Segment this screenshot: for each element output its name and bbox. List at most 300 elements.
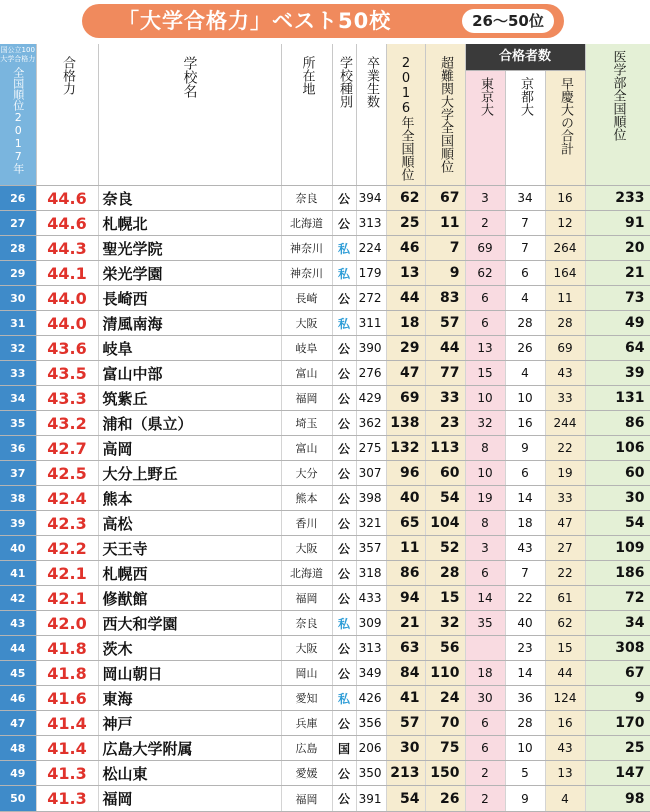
todai-cell: 30 — [465, 686, 505, 711]
kyodai-cell: 7 — [505, 211, 545, 236]
school-kind: 私 — [332, 686, 356, 711]
pass-power-cell: 42.5 — [36, 461, 98, 486]
school-kind: 公 — [332, 711, 356, 736]
elite-rank-cell: 26 — [425, 786, 465, 812]
medical-rank-cell: 147 — [585, 761, 650, 786]
todai-cell: 14 — [465, 586, 505, 611]
school-kind: 公 — [332, 461, 356, 486]
soukei-cell: 22 — [545, 436, 585, 461]
pass-power-cell: 42.0 — [36, 611, 98, 636]
elite-rank-cell: 15 — [425, 586, 465, 611]
school-kind: 公 — [332, 411, 356, 436]
location-cell: 大阪 — [281, 311, 332, 336]
school-name: 松山東 — [98, 761, 281, 786]
rank-cell: 42 — [0, 586, 36, 611]
graduates-cell: 275 — [356, 436, 386, 461]
school-name: 広島大学附属 — [98, 736, 281, 761]
soukei-cell: 124 — [545, 686, 585, 711]
medical-rank-cell: 308 — [585, 636, 650, 661]
soukei-cell: 69 — [545, 336, 585, 361]
todai-cell: 10 — [465, 461, 505, 486]
location-cell: 埼玉 — [281, 411, 332, 436]
kyodai-cell: 4 — [505, 361, 545, 386]
school-kind: 公 — [332, 661, 356, 686]
rank-cell: 30 — [0, 286, 36, 311]
pass-power-cell: 42.2 — [36, 536, 98, 561]
location-cell: 福岡 — [281, 386, 332, 411]
pass-power-cell: 43.3 — [36, 386, 98, 411]
location-cell: 大分 — [281, 461, 332, 486]
header-rank — [0, 44, 36, 186]
school-name: 長崎西 — [98, 286, 281, 311]
location-cell: 岐阜 — [281, 336, 332, 361]
school-kind: 公 — [332, 286, 356, 311]
todai-cell: 6 — [465, 286, 505, 311]
medical-rank-cell: 9 — [585, 686, 650, 711]
elite-rank-cell: 110 — [425, 661, 465, 686]
todai-cell: 8 — [465, 511, 505, 536]
rank-2016-cell: 41 — [386, 686, 425, 711]
medical-rank-cell: 106 — [585, 436, 650, 461]
medical-rank-cell: 186 — [585, 561, 650, 586]
school-kind: 公 — [332, 436, 356, 461]
medical-rank-cell: 233 — [585, 186, 650, 211]
medical-rank-cell: 30 — [585, 486, 650, 511]
rank-cell: 36 — [0, 436, 36, 461]
header-graduates: 卒業生数 — [356, 44, 386, 186]
school-name: 岐阜 — [98, 336, 281, 361]
school-name: 浦和（県立） — [98, 411, 281, 436]
location-cell: 大阪 — [281, 536, 332, 561]
pass-power-cell: 41.3 — [36, 786, 98, 812]
elite-rank-cell: 75 — [425, 736, 465, 761]
elite-rank-cell: 77 — [425, 361, 465, 386]
location-cell: 神奈川 — [281, 261, 332, 286]
graduates-cell: 321 — [356, 511, 386, 536]
table-row — [0, 536, 650, 561]
location-cell: 奈良 — [281, 186, 332, 211]
school-kind: 公 — [332, 761, 356, 786]
kyodai-cell: 28 — [505, 711, 545, 736]
elite-rank-cell: 7 — [425, 236, 465, 261]
table-row — [0, 611, 650, 636]
rank-2016-cell: 62 — [386, 186, 425, 211]
medical-rank-cell: 109 — [585, 536, 650, 561]
rank-2016-cell: 29 — [386, 336, 425, 361]
table-row — [0, 461, 650, 486]
kyodai-cell: 9 — [505, 436, 545, 461]
pass-power-cell: 44.0 — [36, 286, 98, 311]
elite-rank-cell: 104 — [425, 511, 465, 536]
graduates-cell: 313 — [356, 636, 386, 661]
todai-cell: 62 — [465, 261, 505, 286]
rank-2016-cell: 65 — [386, 511, 425, 536]
school-name: 奈良 — [98, 186, 281, 211]
elite-rank-cell: 70 — [425, 711, 465, 736]
medical-rank-cell: 39 — [585, 361, 650, 386]
graduates-cell: 276 — [356, 361, 386, 386]
soukei-cell: 264 — [545, 236, 585, 261]
school-name: 大分上野丘 — [98, 461, 281, 486]
school-kind: 私 — [332, 611, 356, 636]
school-kind: 公 — [332, 486, 356, 511]
medical-rank-cell: 34 — [585, 611, 650, 636]
location-cell: 岡山 — [281, 661, 332, 686]
medical-rank-cell: 54 — [585, 511, 650, 536]
soukei-cell: 164 — [545, 261, 585, 286]
rank-2016-cell: 47 — [386, 361, 425, 386]
graduates-cell: 318 — [356, 561, 386, 586]
kyodai-cell: 14 — [505, 661, 545, 686]
school-name: 富山中部 — [98, 361, 281, 386]
elite-rank-cell: 9 — [425, 261, 465, 286]
header-school: 学校名 — [98, 44, 281, 186]
todai-cell: 19 — [465, 486, 505, 511]
location-cell: 愛媛 — [281, 761, 332, 786]
pass-power-cell: 44.6 — [36, 211, 98, 236]
elite-rank-cell: 28 — [425, 561, 465, 586]
school-name: 東海 — [98, 686, 281, 711]
elite-rank-cell: 32 — [425, 611, 465, 636]
location-cell: 愛知 — [281, 686, 332, 711]
todai-cell: 6 — [465, 711, 505, 736]
elite-rank-cell: 56 — [425, 636, 465, 661]
elite-rank-cell: 57 — [425, 311, 465, 336]
graduates-cell: 309 — [356, 611, 386, 636]
soukei-cell: 4 — [545, 786, 585, 812]
graduates-cell: 179 — [356, 261, 386, 286]
todai-cell — [465, 636, 505, 661]
rank-cell: 40 — [0, 536, 36, 561]
header-elite-rank: 超難関大学全国順位 — [425, 44, 465, 186]
school-kind: 公 — [332, 786, 356, 812]
pass-power-cell: 42.3 — [36, 511, 98, 536]
school-name: 福岡 — [98, 786, 281, 812]
graduates-cell: 349 — [356, 661, 386, 686]
soukei-cell: 11 — [545, 286, 585, 311]
graduates-cell: 433 — [356, 586, 386, 611]
kyodai-cell: 6 — [505, 461, 545, 486]
school-kind: 私 — [332, 261, 356, 286]
table-row — [0, 561, 650, 586]
location-cell: 広島 — [281, 736, 332, 761]
medical-rank-cell: 73 — [585, 286, 650, 311]
location-cell: 福岡 — [281, 586, 332, 611]
location-cell: 香川 — [281, 511, 332, 536]
rank-2016-cell: 46 — [386, 236, 425, 261]
header-location: 所在地 — [281, 44, 332, 186]
soukei-cell: 62 — [545, 611, 585, 636]
kyodai-cell: 7 — [505, 561, 545, 586]
soukei-cell: 27 — [545, 536, 585, 561]
elite-rank-cell: 60 — [425, 461, 465, 486]
soukei-cell: 47 — [545, 511, 585, 536]
soukei-cell: 43 — [545, 361, 585, 386]
todai-cell: 6 — [465, 736, 505, 761]
location-cell: 熊本 — [281, 486, 332, 511]
school-kind: 公 — [332, 561, 356, 586]
rank-cell: 48 — [0, 736, 36, 761]
school-name: 西大和学園 — [98, 611, 281, 636]
title-area — [0, 0, 650, 44]
pass-power-cell: 43.2 — [36, 411, 98, 436]
graduates-cell: 313 — [356, 211, 386, 236]
kyodai-cell: 40 — [505, 611, 545, 636]
pass-power-cell: 44.6 — [36, 186, 98, 211]
elite-rank-cell: 83 — [425, 286, 465, 311]
soukei-cell: 43 — [545, 736, 585, 761]
todai-cell: 8 — [465, 436, 505, 461]
rank-2016-cell: 54 — [386, 786, 425, 812]
table-row — [0, 386, 650, 411]
school-kind: 公 — [332, 386, 356, 411]
pass-power-cell: 42.7 — [36, 436, 98, 461]
soukei-cell: 13 — [545, 761, 585, 786]
table-row — [0, 661, 650, 686]
soukei-cell: 33 — [545, 486, 585, 511]
table-row — [0, 361, 650, 386]
soukei-cell: 244 — [545, 411, 585, 436]
school-kind: 私 — [332, 311, 356, 336]
header-pass-power: 合格力 — [36, 44, 98, 186]
rank-cell: 34 — [0, 386, 36, 411]
soukei-cell: 15 — [545, 636, 585, 661]
table-row — [0, 736, 650, 761]
elite-rank-cell: 52 — [425, 536, 465, 561]
kyodai-cell: 6 — [505, 261, 545, 286]
graduates-cell: 390 — [356, 336, 386, 361]
pass-power-cell: 41.6 — [36, 686, 98, 711]
graduates-cell: 429 — [356, 386, 386, 411]
pass-power-cell: 41.8 — [36, 636, 98, 661]
pass-power-cell: 41.4 — [36, 736, 98, 761]
rank-cell: 37 — [0, 461, 36, 486]
header-rank-label: 全国順位2017年 — [11, 67, 25, 174]
rank-2016-cell: 96 — [386, 461, 425, 486]
rank-2016-cell: 11 — [386, 536, 425, 561]
pass-power-cell: 44.1 — [36, 261, 98, 286]
rank-2016-cell: 132 — [386, 436, 425, 461]
graduates-cell: 350 — [356, 761, 386, 786]
graduates-cell: 398 — [356, 486, 386, 511]
rank-2016-cell: 40 — [386, 486, 425, 511]
elite-rank-cell: 150 — [425, 761, 465, 786]
table-row — [0, 636, 650, 661]
rank-2016-cell: 138 — [386, 411, 425, 436]
elite-rank-cell: 44 — [425, 336, 465, 361]
soukei-cell: 12 — [545, 211, 585, 236]
page-subtitle: 26〜50位 — [462, 9, 554, 33]
header-rank-2016: 2016年全国順位 — [386, 44, 425, 186]
table-row — [0, 436, 650, 461]
graduates-cell: 391 — [356, 786, 386, 812]
school-name: 熊本 — [98, 486, 281, 511]
kyodai-cell: 14 — [505, 486, 545, 511]
school-name: 札幌西 — [98, 561, 281, 586]
header-kind: 学校種別 — [332, 44, 356, 186]
kyodai-cell: 5 — [505, 761, 545, 786]
school-kind: 公 — [332, 586, 356, 611]
location-cell: 兵庫 — [281, 711, 332, 736]
graduates-cell: 426 — [356, 686, 386, 711]
rank-cell: 44 — [0, 636, 36, 661]
pass-power-cell: 42.4 — [36, 486, 98, 511]
todai-cell: 3 — [465, 186, 505, 211]
kyodai-cell: 36 — [505, 686, 545, 711]
graduates-cell: 272 — [356, 286, 386, 311]
school-name: 栄光学園 — [98, 261, 281, 286]
medical-rank-cell: 20 — [585, 236, 650, 261]
elite-rank-cell: 23 — [425, 411, 465, 436]
pass-power-cell: 43.5 — [36, 361, 98, 386]
school-name: 清風南海 — [98, 311, 281, 336]
graduates-cell: 311 — [356, 311, 386, 336]
rank-2016-cell: 84 — [386, 661, 425, 686]
rank-2016-cell: 13 — [386, 261, 425, 286]
rank-cell: 43 — [0, 611, 36, 636]
rank-cell: 41 — [0, 561, 36, 586]
rank-cell: 38 — [0, 486, 36, 511]
graduates-cell: 307 — [356, 461, 386, 486]
table-row — [0, 261, 650, 286]
graduates-cell: 356 — [356, 711, 386, 736]
rank-cell: 33 — [0, 361, 36, 386]
todai-cell: 6 — [465, 311, 505, 336]
school-name: 高岡 — [98, 436, 281, 461]
kyodai-cell: 9 — [505, 786, 545, 812]
school-name: 天王寺 — [98, 536, 281, 561]
rank-2016-cell: 25 — [386, 211, 425, 236]
rank-2016-cell: 86 — [386, 561, 425, 586]
school-kind: 私 — [332, 236, 356, 261]
header-rank-top: 国公立100大学合格力 — [0, 46, 36, 63]
kyodai-cell: 7 — [505, 236, 545, 261]
table-row — [0, 586, 650, 611]
medical-rank-cell: 64 — [585, 336, 650, 361]
header-kyodai: 京都大 — [505, 70, 545, 185]
rank-cell: 32 — [0, 336, 36, 361]
graduates-cell: 206 — [356, 736, 386, 761]
table-row — [0, 786, 650, 812]
soukei-cell: 19 — [545, 461, 585, 486]
kyodai-cell: 28 — [505, 311, 545, 336]
kyodai-cell: 26 — [505, 336, 545, 361]
school-kind: 公 — [332, 536, 356, 561]
graduates-cell: 224 — [356, 236, 386, 261]
rank-2016-cell: 63 — [386, 636, 425, 661]
rank-cell: 45 — [0, 661, 36, 686]
elite-rank-cell: 54 — [425, 486, 465, 511]
header-passers-group: 合格者数 — [465, 44, 585, 70]
rank-cell: 29 — [0, 261, 36, 286]
location-cell: 富山 — [281, 436, 332, 461]
kyodai-cell: 10 — [505, 736, 545, 761]
location-cell: 富山 — [281, 361, 332, 386]
elite-rank-cell: 67 — [425, 186, 465, 211]
ranking-table — [0, 44, 650, 812]
kyodai-cell: 4 — [505, 286, 545, 311]
rank-2016-cell: 21 — [386, 611, 425, 636]
rank-cell: 47 — [0, 711, 36, 736]
table-row — [0, 686, 650, 711]
elite-rank-cell: 24 — [425, 686, 465, 711]
page-title: 「大学合格力」ベスト50校 — [118, 9, 392, 33]
soukei-cell: 61 — [545, 586, 585, 611]
school-kind: 公 — [332, 336, 356, 361]
kyodai-cell: 43 — [505, 536, 545, 561]
table-row — [0, 286, 650, 311]
todai-cell: 13 — [465, 336, 505, 361]
table-row — [0, 186, 650, 211]
school-name: 筑紫丘 — [98, 386, 281, 411]
medical-rank-cell: 86 — [585, 411, 650, 436]
table-row — [0, 311, 650, 336]
soukei-cell: 28 — [545, 311, 585, 336]
rank-cell: 46 — [0, 686, 36, 711]
table-row — [0, 336, 650, 361]
kyodai-cell: 34 — [505, 186, 545, 211]
todai-cell: 18 — [465, 661, 505, 686]
rank-cell: 50 — [0, 786, 36, 812]
school-name: 神戸 — [98, 711, 281, 736]
school-name: 岡山朝日 — [98, 661, 281, 686]
table-row — [0, 236, 650, 261]
school-kind: 公 — [332, 361, 356, 386]
soukei-cell: 16 — [545, 711, 585, 736]
location-cell: 奈良 — [281, 611, 332, 636]
medical-rank-cell: 25 — [585, 736, 650, 761]
rank-2016-cell: 94 — [386, 586, 425, 611]
school-name: 修猷館 — [98, 586, 281, 611]
pass-power-cell: 41.4 — [36, 711, 98, 736]
medical-rank-cell: 60 — [585, 461, 650, 486]
school-name: 茨木 — [98, 636, 281, 661]
school-kind: 国 — [332, 736, 356, 761]
rank-cell: 49 — [0, 761, 36, 786]
pass-power-cell: 42.1 — [36, 561, 98, 586]
medical-rank-cell: 98 — [585, 786, 650, 812]
pass-power-cell: 44.3 — [36, 236, 98, 261]
todai-cell: 10 — [465, 386, 505, 411]
rank-2016-cell: 69 — [386, 386, 425, 411]
medical-rank-cell: 67 — [585, 661, 650, 686]
soukei-cell: 22 — [545, 561, 585, 586]
table-row — [0, 711, 650, 736]
elite-rank-cell: 11 — [425, 211, 465, 236]
todai-cell: 15 — [465, 361, 505, 386]
medical-rank-cell: 131 — [585, 386, 650, 411]
todai-cell: 35 — [465, 611, 505, 636]
school-name: 札幌北 — [98, 211, 281, 236]
location-cell: 北海道 — [281, 211, 332, 236]
medical-rank-cell: 91 — [585, 211, 650, 236]
kyodai-cell: 10 — [505, 386, 545, 411]
pass-power-cell: 41.3 — [36, 761, 98, 786]
pass-power-cell: 44.0 — [36, 311, 98, 336]
rank-cell: 31 — [0, 311, 36, 336]
kyodai-cell: 22 — [505, 586, 545, 611]
graduates-cell: 362 — [356, 411, 386, 436]
rank-2016-cell: 57 — [386, 711, 425, 736]
graduates-cell: 394 — [356, 186, 386, 211]
todai-cell: 2 — [465, 761, 505, 786]
todai-cell: 32 — [465, 411, 505, 436]
elite-rank-cell: 33 — [425, 386, 465, 411]
school-kind: 公 — [332, 636, 356, 661]
todai-cell: 3 — [465, 536, 505, 561]
table-row — [0, 211, 650, 236]
header-todai: 東京大 — [465, 70, 505, 185]
